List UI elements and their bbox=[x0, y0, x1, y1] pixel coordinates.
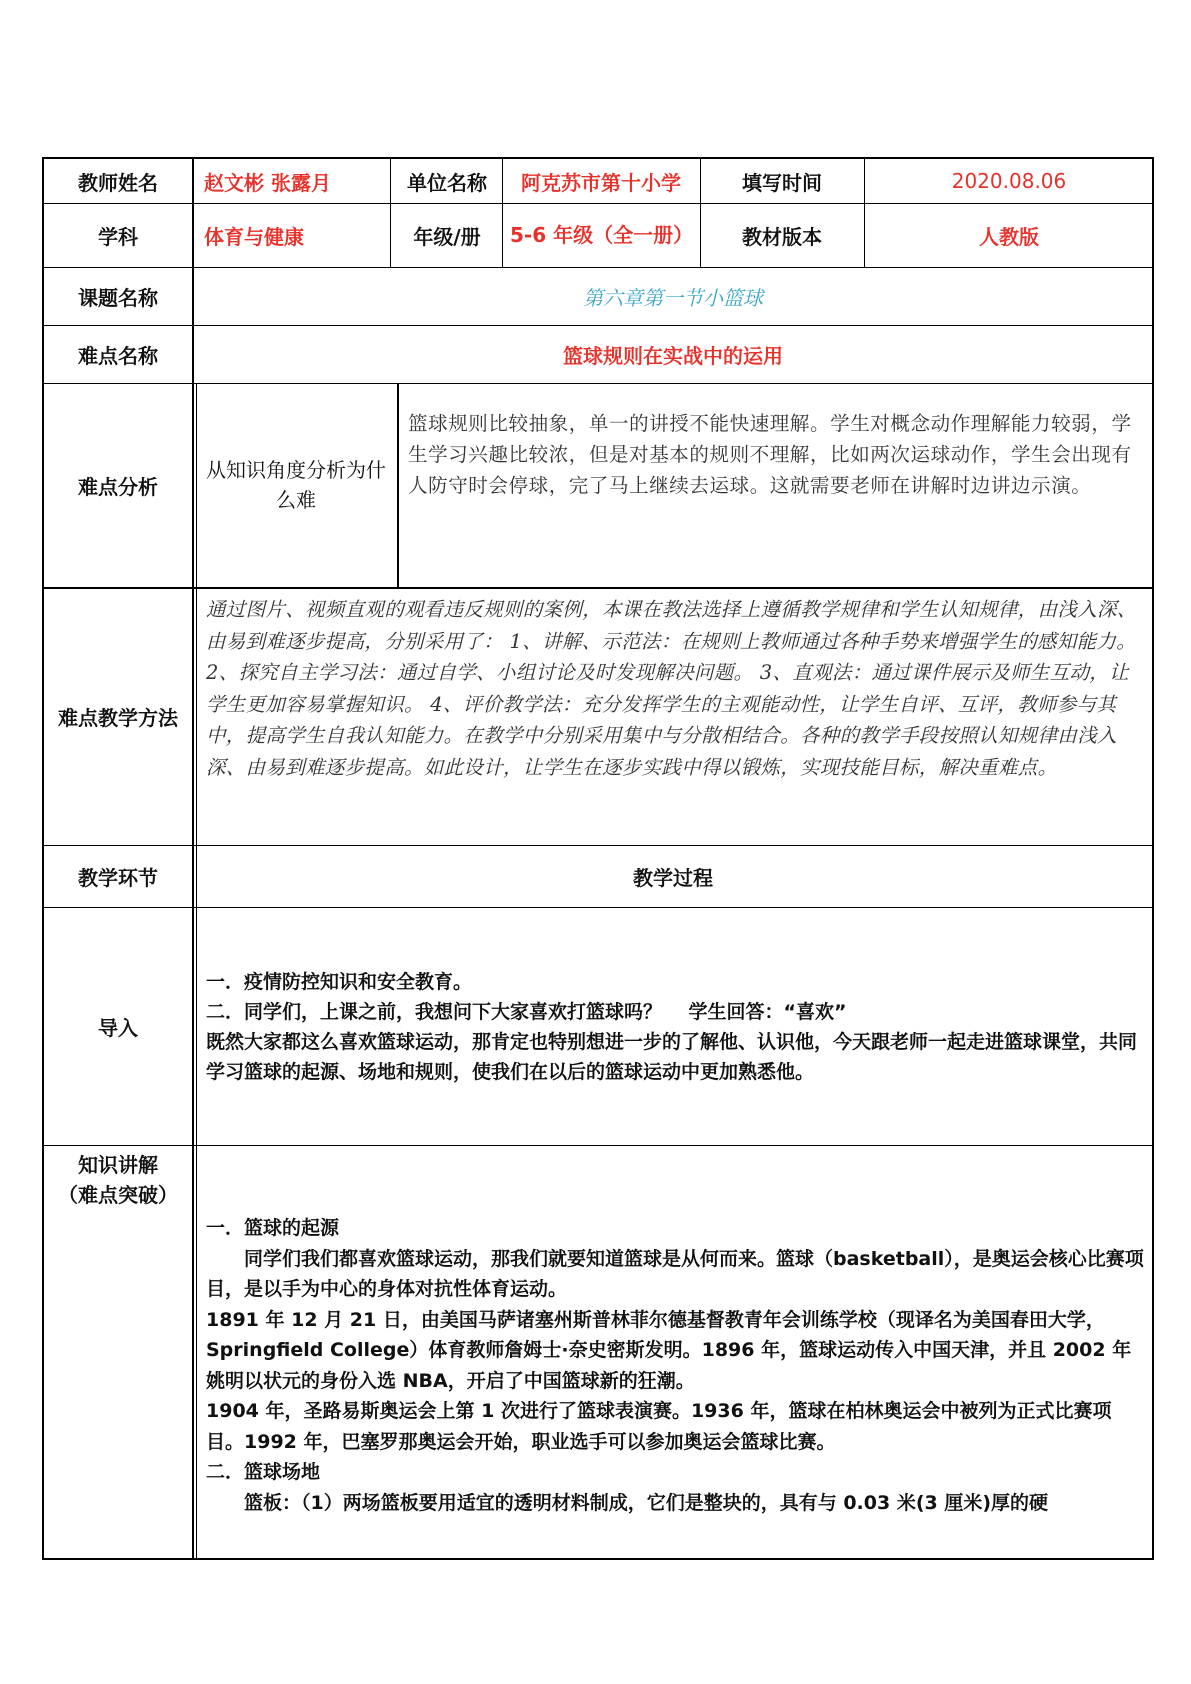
edition-value: 人教版 bbox=[979, 224, 1039, 249]
row-line-2 bbox=[42, 267, 1154, 268]
subject-value: 体育与健康 bbox=[204, 224, 304, 249]
analysis-sub-label: 从知识角度分析为什么难 bbox=[206, 458, 386, 512]
analysis-label: 难点分析 bbox=[78, 474, 158, 499]
court-heading: 二．篮球场地 bbox=[206, 1461, 321, 1483]
row-line-1 bbox=[42, 203, 1154, 204]
stage-label: 教学环节 bbox=[78, 865, 158, 890]
method-label: 难点教学方法 bbox=[58, 705, 178, 730]
origin-para-1: 同学们我们都喜欢篮球运动，那我们就要知道篮球是从何而来。篮球（basketball），是奥运会核心比赛项目，是以手为中心的身体对抗性体育运动。 bbox=[206, 1247, 1144, 1300]
table-border-top bbox=[42, 157, 1154, 159]
table-border-left bbox=[42, 157, 44, 1560]
origin-para-2: 1891 年 12 月 21 日，由美国马萨诸塞州斯普林菲尔德基督教青年会训练学校（现译名为美国春田大学，Springfield College）体育教师詹姆士·奈史密斯发明。1896 年，篮球运动传入中国天津，并且 2002 年姚明以状元的身份入选 NBA，开启了中国篮球新的狂潮。 bbox=[206, 1308, 1132, 1392]
header-divider-3 bbox=[700, 157, 701, 268]
row-line-7 bbox=[42, 907, 1154, 908]
court-para-1: 篮板：（1）两场篮板要用适宜的透明材料制成，它们是整块的，具有与 0.03 米(3 厘米)厚的硬 bbox=[244, 1491, 1049, 1514]
process-label: 教学过程 bbox=[633, 865, 713, 890]
knowledge-label-line-1: 知识讲解 bbox=[78, 1153, 158, 1177]
origin-heading: 一．篮球的起源 bbox=[206, 1217, 340, 1239]
intro-content bbox=[206, 967, 1148, 1087]
row-line-8 bbox=[42, 1145, 1154, 1146]
unit-value: 阿克苏市第十小学 bbox=[521, 170, 681, 195]
label-column-divider bbox=[192, 157, 194, 1560]
analysis-text: 篮球规则比较抽象，单一的讲授不能快速理解。学生对概念动作理解能力较弱，学生学习兴趣比较浓，但是对基本的规则不理解，比如两次运球动作，学生会出现有人防守时会停球，完了马上继续去运球。这就需要老师在讲解时边讲边示演。 bbox=[408, 412, 1132, 497]
label-column-divider-inner bbox=[196, 384, 197, 1560]
analysis-divider bbox=[397, 384, 399, 588]
subject-label: 学科 bbox=[98, 224, 138, 249]
intro-line-2: 二．同学们，上课之前，我想问下大家喜欢打篮球吗？ 学生回答：“喜欢” bbox=[206, 1001, 847, 1023]
method-text: 通过图片、视频直观的观看违反规则的案例，本课在教法选择上遵循教学规律和学生认知规律，由浅入深、由易到难逐步提高，分别采用了： 1、讲解、示范法：在规则上教师通过各种手势来增强学生的感知能力。 2、探究自主学习法：通过自学、小组讨论及时发现解决问题。 3、直观法：通过课件展示及师生互动，让学生更加容易掌握知识。 4、评价教学法：充分发挥学生的主观能动性，让学生自评、互评，教师参与其中，提高学生自我认知能力。在教学中分别采用集中与分散相结合。各种的教学手段按照认知规律由浅入深、由易到难逐步提高。如此设计，让学生在逐步实践中得以锻炼，实现技能目标，解决重难点。 bbox=[206, 598, 1137, 779]
teacher-value: 赵文彬 张露月 bbox=[204, 170, 331, 195]
table-border-bottom bbox=[42, 1558, 1154, 1560]
row-line-4 bbox=[42, 383, 1154, 384]
row-line-6 bbox=[42, 845, 1154, 846]
difficulty-label: 难点名称 bbox=[78, 343, 158, 368]
difficulty-value: 篮球规则在实战中的运用 bbox=[563, 343, 783, 368]
grade-value: 5-6 年级（全一册） bbox=[510, 223, 694, 247]
edition-label: 教材版本 bbox=[742, 224, 822, 249]
table-border-right bbox=[1152, 157, 1154, 1560]
knowledge-label bbox=[44, 1150, 192, 1210]
date-value: 2020.08.06 bbox=[951, 169, 1067, 193]
row-line-5 bbox=[42, 587, 1154, 589]
row-line-3 bbox=[42, 325, 1154, 326]
origin-para-3: 1904 年，圣路易斯奥运会上第 1 次进行了篮球表演赛。1936 年，篮球在柏林奥运会中被列为正式比赛项目。1992 年，巴塞罗那奥运会开始，职业选手可以参加奥运会篮球比赛。 bbox=[206, 1400, 1112, 1453]
header-divider-1 bbox=[390, 157, 391, 268]
knowledge-content bbox=[206, 1213, 1148, 1518]
intro-label: 导入 bbox=[98, 1015, 138, 1040]
teacher-label: 教师姓名 bbox=[78, 170, 158, 195]
topic-value: 第六章第一节小篮球 bbox=[583, 285, 763, 310]
header-divider-2 bbox=[502, 157, 503, 268]
intro-line-3: 既然大家都这么喜欢篮球运动，那肯定也特别想进一步的了解他、认识他，今天跟老师一起走进篮球课堂，共同学习篮球的起源、场地和规则，使我们在以后的篮球运动中更加熟悉他。 bbox=[206, 1031, 1138, 1083]
topic-label: 课题名称 bbox=[78, 285, 158, 310]
date-label: 填写时间 bbox=[742, 170, 822, 195]
unit-label: 单位名称 bbox=[407, 170, 487, 195]
header-divider-4 bbox=[864, 157, 865, 268]
knowledge-label-line-2: （难点突破） bbox=[58, 1183, 178, 1207]
intro-line-1: 一．疫情防控知识和安全教育。 bbox=[206, 971, 473, 993]
grade-label: 年级/册 bbox=[413, 224, 481, 249]
